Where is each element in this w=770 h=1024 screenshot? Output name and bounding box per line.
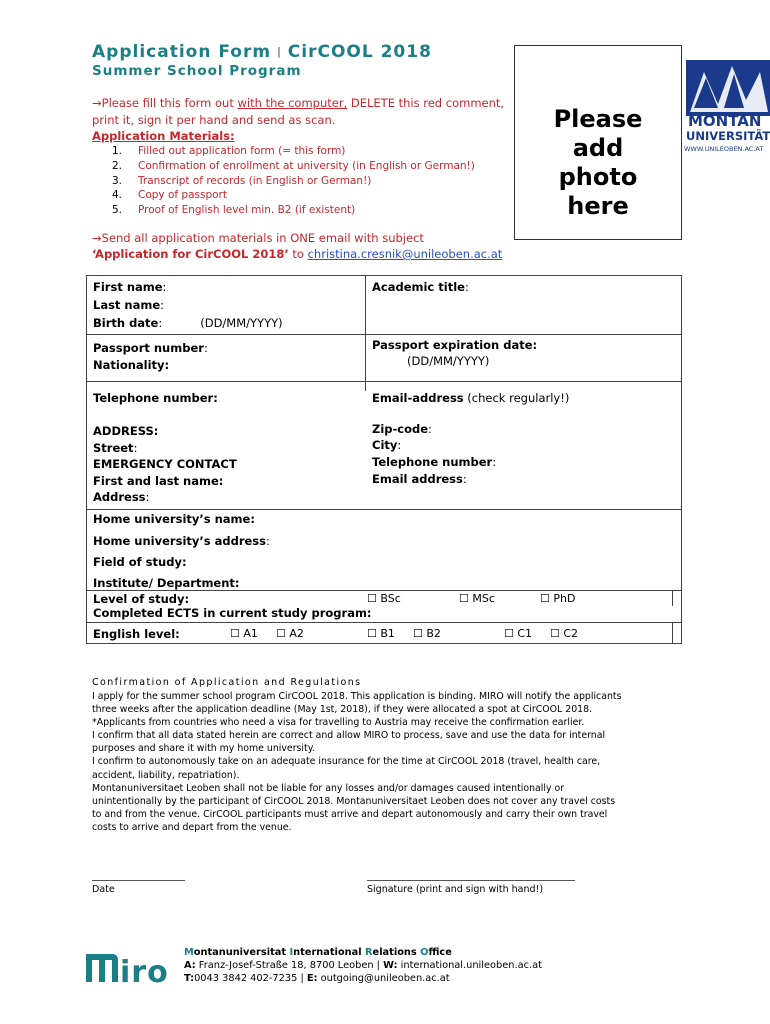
institute-field[interactable]: Institute/ Department: bbox=[93, 576, 240, 590]
checkbox-c2[interactable] bbox=[550, 627, 578, 640]
materials-list-item bbox=[112, 160, 475, 175]
materials-heading: Application Materials: bbox=[92, 129, 235, 143]
footer-address-line bbox=[184, 959, 542, 972]
checkbox-icon: ☐ bbox=[367, 627, 377, 640]
office-initial: M bbox=[184, 947, 194, 958]
instruction-line-1 bbox=[92, 96, 504, 110]
checkbox-label: B2 bbox=[426, 627, 441, 640]
emergency-phone-field[interactable] bbox=[372, 455, 496, 469]
first-name-field[interactable] bbox=[93, 280, 166, 294]
checkbox-phd[interactable] bbox=[540, 592, 575, 605]
checkbox-label: A1 bbox=[243, 627, 258, 640]
office-word: ontanuniversitat bbox=[193, 947, 290, 958]
colon: : bbox=[397, 438, 402, 452]
address-heading: ADDRESS: bbox=[93, 424, 159, 438]
checkbox-b1[interactable] bbox=[367, 627, 395, 640]
checkbox-msc[interactable] bbox=[459, 592, 495, 605]
instruction-line-2: print it, sign it per hand and send as scan. bbox=[92, 113, 336, 127]
send-subject-line bbox=[92, 247, 502, 261]
confirmation-text bbox=[92, 690, 692, 834]
instruction-text: Please fill this form out bbox=[101, 96, 238, 110]
nationality-field[interactable]: Nationality: bbox=[93, 358, 170, 372]
emergency-contact-heading: EMERGENCY CONTACT bbox=[93, 457, 237, 471]
date-signature-line[interactable] bbox=[92, 880, 185, 881]
photo-text-1: Please bbox=[553, 104, 643, 133]
home-university-field[interactable]: Home university’s name: bbox=[93, 512, 255, 526]
confirmation-line: I confirm that all data stated herein are correct and allow MIRO to process, save and use the data for internal bbox=[92, 730, 606, 742]
checkbox-label: BSc bbox=[380, 592, 401, 605]
list-number: 1. bbox=[112, 145, 123, 157]
colon: : bbox=[462, 472, 467, 486]
office-initial: O bbox=[420, 947, 429, 958]
passport-expiration-field[interactable]: Passport expiration date: bbox=[372, 338, 538, 352]
photo-text-4: here bbox=[567, 191, 629, 220]
signature-line[interactable] bbox=[367, 880, 575, 881]
footer-phone-line bbox=[184, 972, 542, 985]
emergency-address-field[interactable] bbox=[93, 490, 149, 504]
logo-name-part1: MONTAN bbox=[688, 112, 762, 130]
emergency-phone-label: Telephone number bbox=[372, 455, 493, 469]
arrow-icon: → bbox=[92, 96, 102, 110]
checkbox-bsc[interactable] bbox=[367, 592, 401, 605]
row-divider bbox=[87, 334, 681, 335]
city-label: City bbox=[372, 438, 398, 452]
title-form: Application Form bbox=[92, 42, 272, 62]
birth-date-format: (DD/MM/YYYY) bbox=[200, 316, 283, 330]
footer-contact bbox=[184, 946, 542, 985]
office-word: ffice bbox=[428, 947, 452, 958]
instruction-underlined: with the computer, bbox=[237, 96, 348, 110]
list-number: 3. bbox=[112, 174, 123, 187]
email-address-field[interactable] bbox=[372, 391, 569, 405]
date-label: Date bbox=[92, 884, 115, 895]
street-label: Street bbox=[93, 441, 134, 455]
logo-url: WWW.UNILEOBEN.AC.AT bbox=[684, 145, 764, 153]
title-program: CirCOOL 2018 bbox=[287, 42, 432, 62]
list-number: 2. bbox=[112, 159, 123, 172]
list-text: Copy of passport bbox=[138, 189, 227, 202]
send-to-text: to bbox=[288, 247, 308, 261]
montanuniversitaet-logo-icon bbox=[684, 42, 770, 154]
application-form-table bbox=[86, 275, 682, 644]
home-university-address-label: Home university’s address bbox=[93, 534, 266, 548]
checkbox-icon: ☐ bbox=[413, 627, 423, 640]
logo-name: UNIVERSITÄT bbox=[686, 129, 770, 143]
materials-list-item bbox=[112, 175, 475, 190]
colon: : bbox=[203, 341, 208, 355]
photo-placeholder-text bbox=[554, 105, 643, 221]
footer-email-link[interactable]: outgoing@unileoben.ac.at bbox=[317, 973, 450, 984]
instruction-text-end: DELETE this red comment, bbox=[347, 96, 505, 110]
english-level-label: English level: bbox=[93, 627, 180, 641]
birth-date-field[interactable] bbox=[93, 316, 283, 330]
list-text: Proof of English level min. B2 (if existent) bbox=[138, 204, 356, 217]
confirmation-line: accident, liability, repatriation). bbox=[92, 769, 240, 781]
colon: : bbox=[492, 455, 497, 469]
checkbox-icon: ☐ bbox=[459, 592, 469, 605]
photo-placeholder[interactable] bbox=[514, 45, 682, 240]
checkbox-icon: ☐ bbox=[504, 627, 514, 640]
emergency-email-field[interactable] bbox=[372, 472, 467, 486]
colon: : bbox=[162, 280, 167, 294]
title-separator: | bbox=[277, 45, 282, 58]
tel-label: T: bbox=[184, 973, 195, 984]
photo-text-2: add bbox=[572, 133, 624, 162]
signature-label: Signature (print and sign with hand!) bbox=[367, 884, 544, 895]
tel-text: 0043 3842 402-7235 | bbox=[194, 973, 307, 984]
office-word: nternational bbox=[293, 947, 365, 958]
contact-email-link[interactable]: christina.cresnik@unileoben.ac.at bbox=[307, 247, 503, 261]
row-divider bbox=[87, 509, 681, 510]
office-name bbox=[184, 946, 542, 959]
list-text: Filled out application form (= this form) bbox=[138, 145, 346, 157]
checkbox-icon: ☐ bbox=[367, 592, 377, 605]
checkbox-label: PhD bbox=[553, 592, 576, 605]
checkbox-b2[interactable] bbox=[413, 627, 441, 640]
field-of-study-field[interactable]: Field of study: bbox=[93, 555, 187, 569]
send-text: Send all application materials in ONE email with subject bbox=[101, 231, 424, 245]
checkbox-icon: ☐ bbox=[550, 627, 560, 640]
materials-list-item bbox=[112, 145, 475, 160]
confirmation-line: purposes and share it with my home university. bbox=[92, 743, 315, 755]
checkbox-label: C1 bbox=[517, 627, 533, 640]
web-label: W: bbox=[383, 960, 398, 971]
confirmation-line: costs to arrive and depart from the venue. bbox=[92, 821, 292, 833]
checkbox-icon: ☐ bbox=[276, 627, 286, 640]
colon: : bbox=[145, 490, 150, 504]
street-field[interactable] bbox=[93, 441, 137, 455]
miro-logo-icon bbox=[86, 948, 176, 984]
colon: : bbox=[464, 280, 469, 294]
list-number: 5. bbox=[112, 204, 123, 217]
home-university-address-field[interactable] bbox=[93, 534, 270, 548]
passport-number-field[interactable] bbox=[93, 341, 208, 355]
web-link[interactable]: international.unileoben.ac.at bbox=[397, 960, 542, 971]
photo-text-3: photo bbox=[558, 162, 638, 191]
checkbox-icon: ☐ bbox=[540, 592, 550, 605]
row-divider bbox=[87, 381, 681, 382]
level-of-study-label: Level of study: bbox=[93, 592, 190, 606]
confirmation-line: three weeks after the application deadline (May 1st, 2018), if they were allocated a spot at CirCOOL 2018. bbox=[92, 704, 593, 716]
checkbox-label: MSc bbox=[472, 592, 495, 605]
column-divider bbox=[365, 276, 366, 341]
confirmation-line: to and from the venue. CirCOOL participants must arrive and depart autonomously and carry their own travel bbox=[92, 808, 608, 820]
checkbox-a1[interactable] bbox=[230, 627, 258, 640]
materials-list-item bbox=[112, 189, 475, 204]
email-address-hint: (check regularly!) bbox=[463, 391, 570, 405]
materials-list bbox=[112, 145, 475, 219]
academic-title-field[interactable] bbox=[372, 280, 469, 294]
email-label: E: bbox=[306, 973, 318, 984]
city-field[interactable] bbox=[372, 438, 401, 452]
miro-logo-text: iro bbox=[120, 955, 169, 984]
list-text: Confirmation of enrollment at university (in English or German!) bbox=[138, 159, 475, 172]
checkbox-icon: ☐ bbox=[230, 627, 240, 640]
passport-number-label: Passport number bbox=[93, 341, 204, 355]
page-subtitle: Summer School Program bbox=[92, 63, 302, 79]
cell-divider bbox=[672, 590, 673, 606]
confirmation-line: *Applicants from countries who need a visa for travelling to Austria may receive the confirmation earlier. bbox=[92, 717, 585, 729]
last-name-field[interactable] bbox=[93, 298, 164, 312]
confirmation-line: I apply for the summer school program CirCOOL 2018. This application is binding. MIRO will notify the applicants bbox=[92, 691, 622, 702]
colon: : bbox=[133, 441, 138, 455]
cell-divider bbox=[672, 622, 673, 644]
list-text: Transcript of records (in English or German!) bbox=[138, 174, 372, 187]
emergency-name-field[interactable]: First and last name: bbox=[93, 474, 224, 488]
birth-date-label: Birth date bbox=[93, 316, 159, 330]
office-initial: R bbox=[365, 947, 373, 958]
colon: : bbox=[158, 316, 163, 330]
address-label: A: bbox=[184, 960, 196, 971]
checkbox-label: C2 bbox=[563, 627, 579, 640]
confirmation-line: unintentionally by the participant of CirCOOL 2018. Montanuniversitaet Leoben does not cover any travel costs bbox=[92, 795, 616, 807]
first-name-label: First name bbox=[93, 280, 163, 294]
materials-list-item bbox=[112, 204, 475, 219]
zip-code-field[interactable] bbox=[372, 422, 432, 436]
colon: : bbox=[265, 534, 270, 548]
address-text: Franz-Josef-Straße 18, 8700 Leoben | bbox=[195, 960, 384, 971]
colon: : bbox=[428, 422, 432, 436]
checkbox-c1[interactable] bbox=[504, 627, 532, 640]
last-name-label: Last name bbox=[93, 298, 161, 312]
confirmation-line: Montanuniversitaet Leoben shall not be liable for any losses and/or damages caused intentionally or bbox=[92, 782, 565, 794]
academic-title-label: Academic title bbox=[372, 280, 465, 294]
email-subject: ‘Application for CirCOOL 2018’ bbox=[92, 247, 289, 261]
column-divider bbox=[365, 341, 366, 391]
office-initial: I bbox=[289, 947, 294, 958]
checkbox-label: A2 bbox=[289, 627, 304, 640]
emergency-email-label: Email address bbox=[372, 472, 463, 486]
row-divider bbox=[87, 622, 681, 623]
email-address-label: Email-address bbox=[372, 391, 464, 405]
colon: : bbox=[160, 298, 165, 312]
checkbox-label: B1 bbox=[380, 627, 395, 640]
arrow-icon: → bbox=[92, 231, 102, 245]
confirmation-line: I confirm to autonomously take on an adequate insurance for the time at CirCOOL 2018 (travel, health care, bbox=[92, 756, 601, 768]
list-number: 4. bbox=[112, 189, 123, 202]
confirmation-heading: Confirmation of Application and Regulations bbox=[92, 677, 362, 688]
zip-code-label: Zip-code bbox=[372, 422, 429, 436]
emergency-address-label: Address bbox=[93, 490, 146, 504]
send-instruction bbox=[92, 231, 424, 245]
row-divider bbox=[87, 590, 681, 591]
page-title bbox=[92, 42, 432, 62]
ects-field[interactable]: Completed ECTS in current study program: bbox=[93, 606, 372, 620]
passport-expiration-format: (DD/MM/YYYY) bbox=[407, 354, 490, 368]
office-word: elations bbox=[372, 947, 421, 958]
telephone-field[interactable]: Telephone number: bbox=[93, 391, 218, 405]
checkbox-a2[interactable] bbox=[276, 627, 304, 640]
